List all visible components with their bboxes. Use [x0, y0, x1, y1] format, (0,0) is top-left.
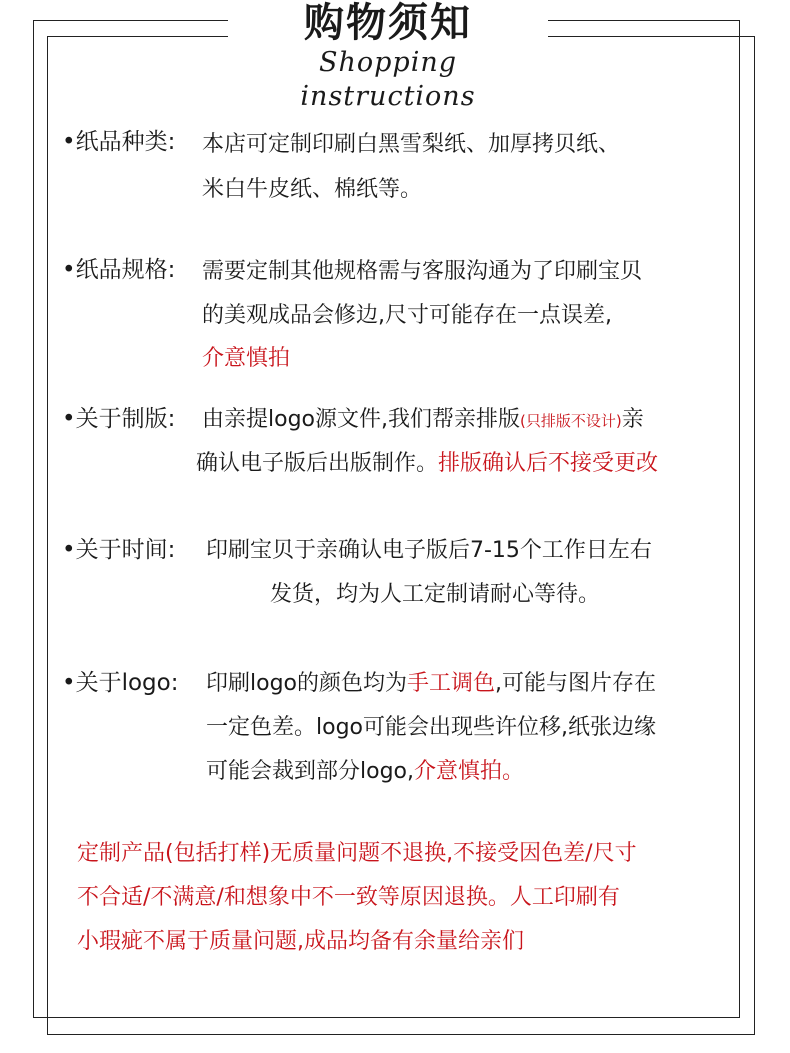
logo-line-3	[206, 757, 524, 787]
section-label-plate-making: •关于制版:	[62, 406, 176, 432]
logo-line-3-text: 可能会裁到部分logo,	[206, 759, 414, 784]
section-label-paper-specs: •纸品规格:	[62, 257, 176, 283]
plate-making-line-1-tail: 亲	[621, 407, 644, 432]
plate-making-line-2-text: 确认电子版后出版制作。	[196, 451, 439, 476]
plate-making-line-1-text: 由亲提logo源文件,我们帮亲排版	[202, 407, 520, 432]
page-title: 购物须知	[304, 0, 472, 46]
plate-making-line-2	[196, 449, 658, 479]
plate-making-no-design-note: (只排版不设计)	[520, 412, 622, 430]
notice-line-2: 不合适/不满意/和想象中不一致等原因退换。人工印刷有	[77, 885, 620, 910]
notice-line-3: 小瑕疵不属于质量问题,成品均备有余量给亲们	[77, 929, 524, 954]
paper-types-line-1: 本店可定制印刷白黑雪梨纸、加厚拷贝纸、	[202, 132, 621, 157]
paper-types-line-2: 米白牛皮纸、棉纸等。	[202, 177, 423, 202]
plate-making-line-1	[202, 405, 644, 436]
notice-line-1: 定制产品(包括打样)无质量问题不退换,不接受因色差/尺寸	[77, 841, 637, 866]
logo-line-1	[206, 669, 656, 699]
section-label-paper-types: •纸品种类:	[62, 129, 176, 155]
logo-warning: 介意慎拍。	[414, 759, 525, 784]
logo-line-2: 一定色差。logo可能会出现些许位移,纸张边缘	[206, 715, 656, 740]
timing-line-1: 印刷宝贝于亲确认电子版后7-15个工作日左右	[206, 538, 652, 563]
logo-line-1-text: 印刷logo的颜色均为	[206, 671, 407, 696]
logo-line-1-tail: ,可能与图片存在	[495, 671, 657, 696]
timing-line-2: 发货，均为人工定制请耐心等待。	[270, 582, 601, 607]
plate-making-no-changes-note: 排版确认后不接受更改	[438, 451, 659, 476]
paper-specs-line-2: 的美观成品会修边,尺寸可能存在一点误差,	[202, 303, 612, 328]
section-label-logo: •关于logo:	[62, 670, 179, 696]
paper-specs-warning: 介意慎拍	[202, 346, 291, 371]
section-label-timing: •关于时间:	[62, 537, 176, 563]
logo-hand-mixed-color: 手工调色	[407, 671, 496, 696]
paper-specs-line-1: 需要定制其他规格需与客服沟通为了印刷宝贝	[202, 259, 643, 284]
page-subtitle: Shopping instructions	[300, 47, 476, 112]
